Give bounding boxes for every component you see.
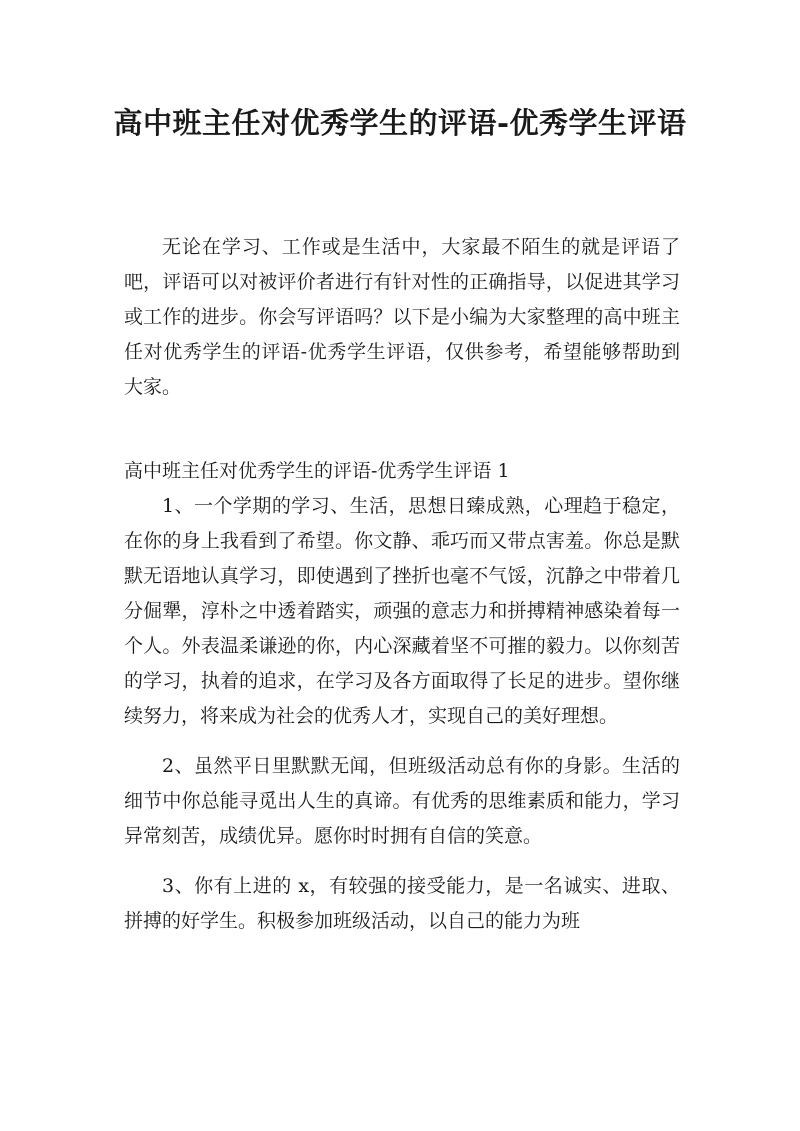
document-title: 高中班主任对优秀学生的评语-优秀学生评语	[113, 106, 687, 140]
comment-paragraph-1: 1、一个学期的学习、生活，思想日臻成熟，心理趋于稳定，在你的身上我看到了希望。你文静、乖巧而又带点害羞。你总是默默无语地认真学习，即使遇到了挫折也毫不气馁，沉静之中带着几分倔犟，淳朴之中透着踏实，顽强的意志力和拼搏精神感染着每一个人。外表温柔谦逊的你，内心深藏着坚不可摧的毅力。以你刻苦的学习，执着的追求，在学习及各方面取得了长足的进步。望你继续努力，将来成为社会的优秀人才，实现自己的美好理想。	[124, 495, 680, 727]
section-heading: 高中班主任对优秀学生的评语-优秀学生评语 1	[124, 460, 510, 482]
comment-paragraph-2: 2、虽然平日里默默无闻，但班级活动总有你的身影。生活的细节中你总能寻觅出人生的真谛。有优秀的思维素质和能力，学习异常刻苦，成绩优异。愿你时时拥有自信的笑意。	[124, 755, 680, 847]
comment-list	[124, 489, 680, 954]
intro-paragraph: 无论在学习、工作或是生活中，大家最不陌生的就是评语了吧，评语可以对被评价者进行有针对性的正确指导，以促进其学习或工作的进步。你会写评语吗？以下是小编为大家整理的高中班主任对优秀学生的评语-优秀学生评语，仅供参考，希望能够帮助到大家。	[124, 236, 680, 398]
comment-paragraph-3: 3、你有上进的 x，有较强的接受能力，是一名诚实、进取、拼搏的好学生。积极参加班级活动，以自己的能力为班	[124, 875, 680, 932]
